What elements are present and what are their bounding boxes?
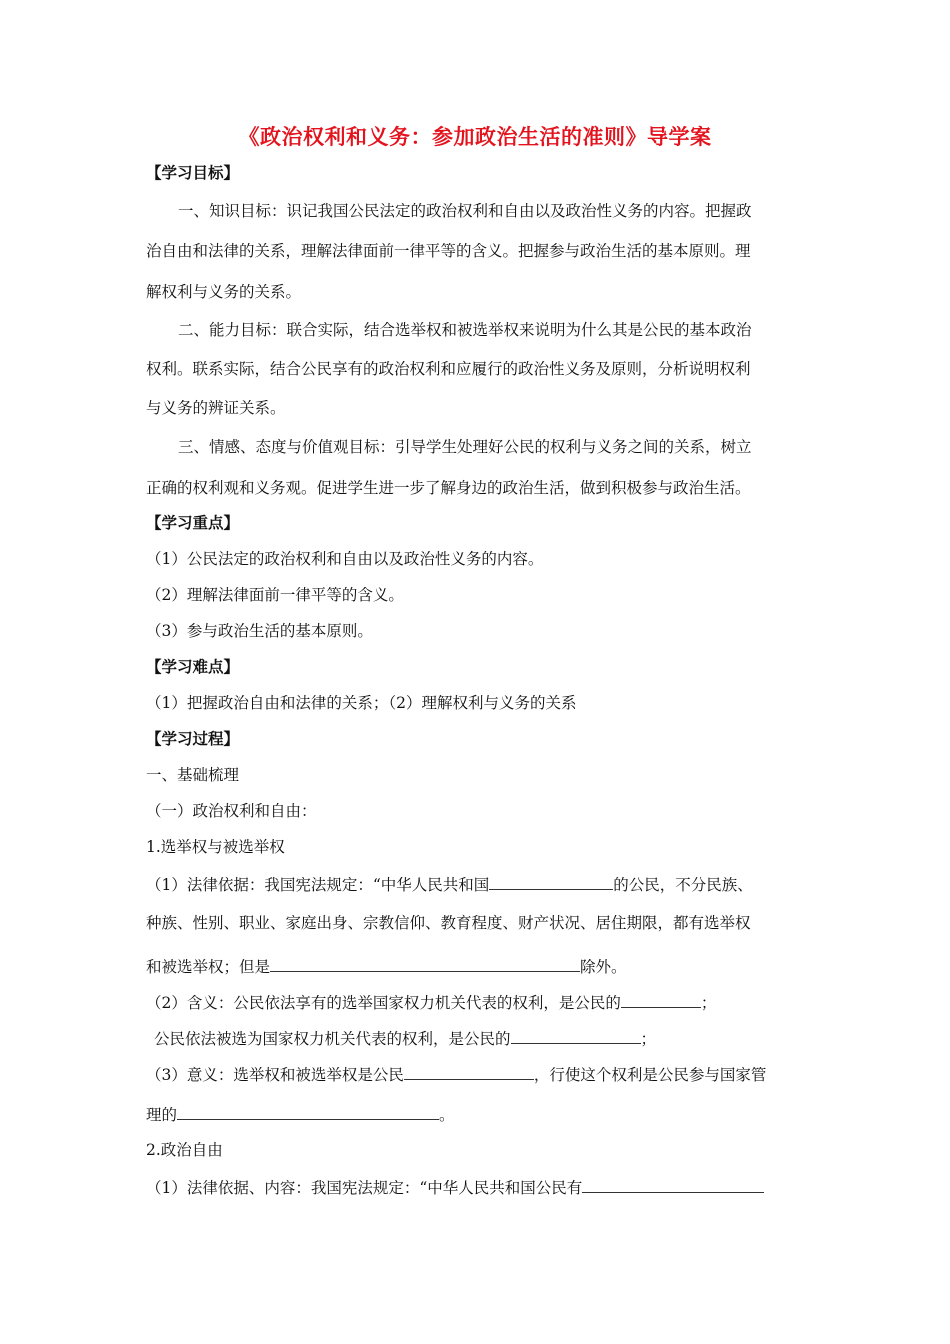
list-item: （3）参与政治生活的基本原则。 [146, 622, 373, 640]
answer-blank[interactable] [177, 1103, 439, 1120]
paragraph-line: 种族、性别、职业、家庭出身、宗教信仰、教育程度、财产状况、居住期限，都有选举权 [146, 914, 751, 932]
list-item: （1）公民法定的政治权利和自由以及政治性义务的内容。 [146, 550, 544, 568]
answer-blank[interactable] [621, 991, 701, 1008]
fill-in-line [146, 1176, 816, 1198]
line-text: （2）含义：公民依法享有的选举国家权力机关代表的权利，是公民的 [146, 994, 621, 1012]
answer-blank[interactable] [511, 1027, 641, 1044]
paragraph-line: 正确的权利观和义务观。促进学生进一步了解身边的政治生活，做到积极参与政治生活。 [146, 479, 751, 497]
fill-in-line [146, 991, 816, 1013]
document-title: 《政治权利和义务：参加政治生活的准则》导学案 [238, 124, 712, 149]
paragraph-line: 三、情感、态度与价值观目标：引导学生处理好公民的权利与义务之间的关系，树立 [178, 438, 752, 456]
fill-in-line [146, 873, 816, 895]
fill-in-line [146, 1063, 816, 1085]
line-text: 除外。 [580, 958, 627, 976]
line-text: （1）法律依据：我国宪法规定：“中华人民共和国 [146, 876, 490, 894]
section-header-goals: 【学习目标】 [146, 163, 240, 182]
fill-in-line [146, 955, 816, 977]
section-header-process: 【学习过程】 [146, 729, 240, 748]
section-header-focus: 【学习重点】 [146, 513, 240, 532]
subheading: 一、基础梳理 [146, 766, 240, 784]
subheading: 2.政治自由 [146, 1141, 223, 1159]
paragraph-line: 一、知识目标：识记我国公民法定的政治权利和自由以及政治性义务的内容。把握政 [178, 202, 752, 220]
line-text: 的公民，不分民族、 [613, 876, 753, 894]
line-text: ； [640, 1030, 657, 1048]
subheading: 1.选举权与被选举权 [146, 838, 285, 856]
paragraph-line: 治自由和法律的关系，理解法律面前一律平等的含义。把握参与政治生活的基本原则。理 [146, 242, 751, 260]
line-text: 和被选举权；但是 [146, 958, 271, 976]
line-text: ； [700, 994, 717, 1012]
paragraph-line: 权利。联系实际，结合公民享有的政治权利和应履行的政治性义务及原则，分析说明权利 [146, 360, 751, 378]
paragraph-line: 二、能力目标：联合实际，结合选举权和被选举权来说明为什么其是公民的基本政治 [178, 321, 752, 339]
answer-blank[interactable] [270, 955, 580, 972]
line-text: 公民依法被选为国家权力机关代表的权利，是公民的 [154, 1030, 511, 1048]
fill-in-line [154, 1027, 824, 1049]
line-text: （1）法律依据、内容：我国宪法规定：“中华人民共和国公民有 [146, 1179, 583, 1197]
line-text: （3）意义：选举权和被选举权是公民 [146, 1066, 404, 1084]
subheading: （一）政治权利和自由： [146, 802, 317, 820]
fill-in-line [146, 1103, 816, 1125]
paragraph-line: 与义务的辨证关系。 [146, 399, 286, 417]
answer-blank[interactable] [489, 873, 613, 890]
paragraph-line: 解权利与义务的关系。 [146, 283, 302, 301]
line-text: 。 [439, 1106, 455, 1124]
answer-blank[interactable] [582, 1176, 764, 1193]
line-text: ，行使这个权利是公民参与国家管 [533, 1066, 767, 1084]
answer-blank[interactable] [404, 1063, 534, 1080]
list-item: （1）把握政治自由和法律的关系；（2）理解权利与义务的关系 [146, 694, 577, 712]
list-item: （2）理解法律面前一律平等的含义。 [146, 586, 404, 604]
section-header-difficulty: 【学习难点】 [146, 657, 240, 676]
line-text: 理的 [146, 1106, 178, 1124]
